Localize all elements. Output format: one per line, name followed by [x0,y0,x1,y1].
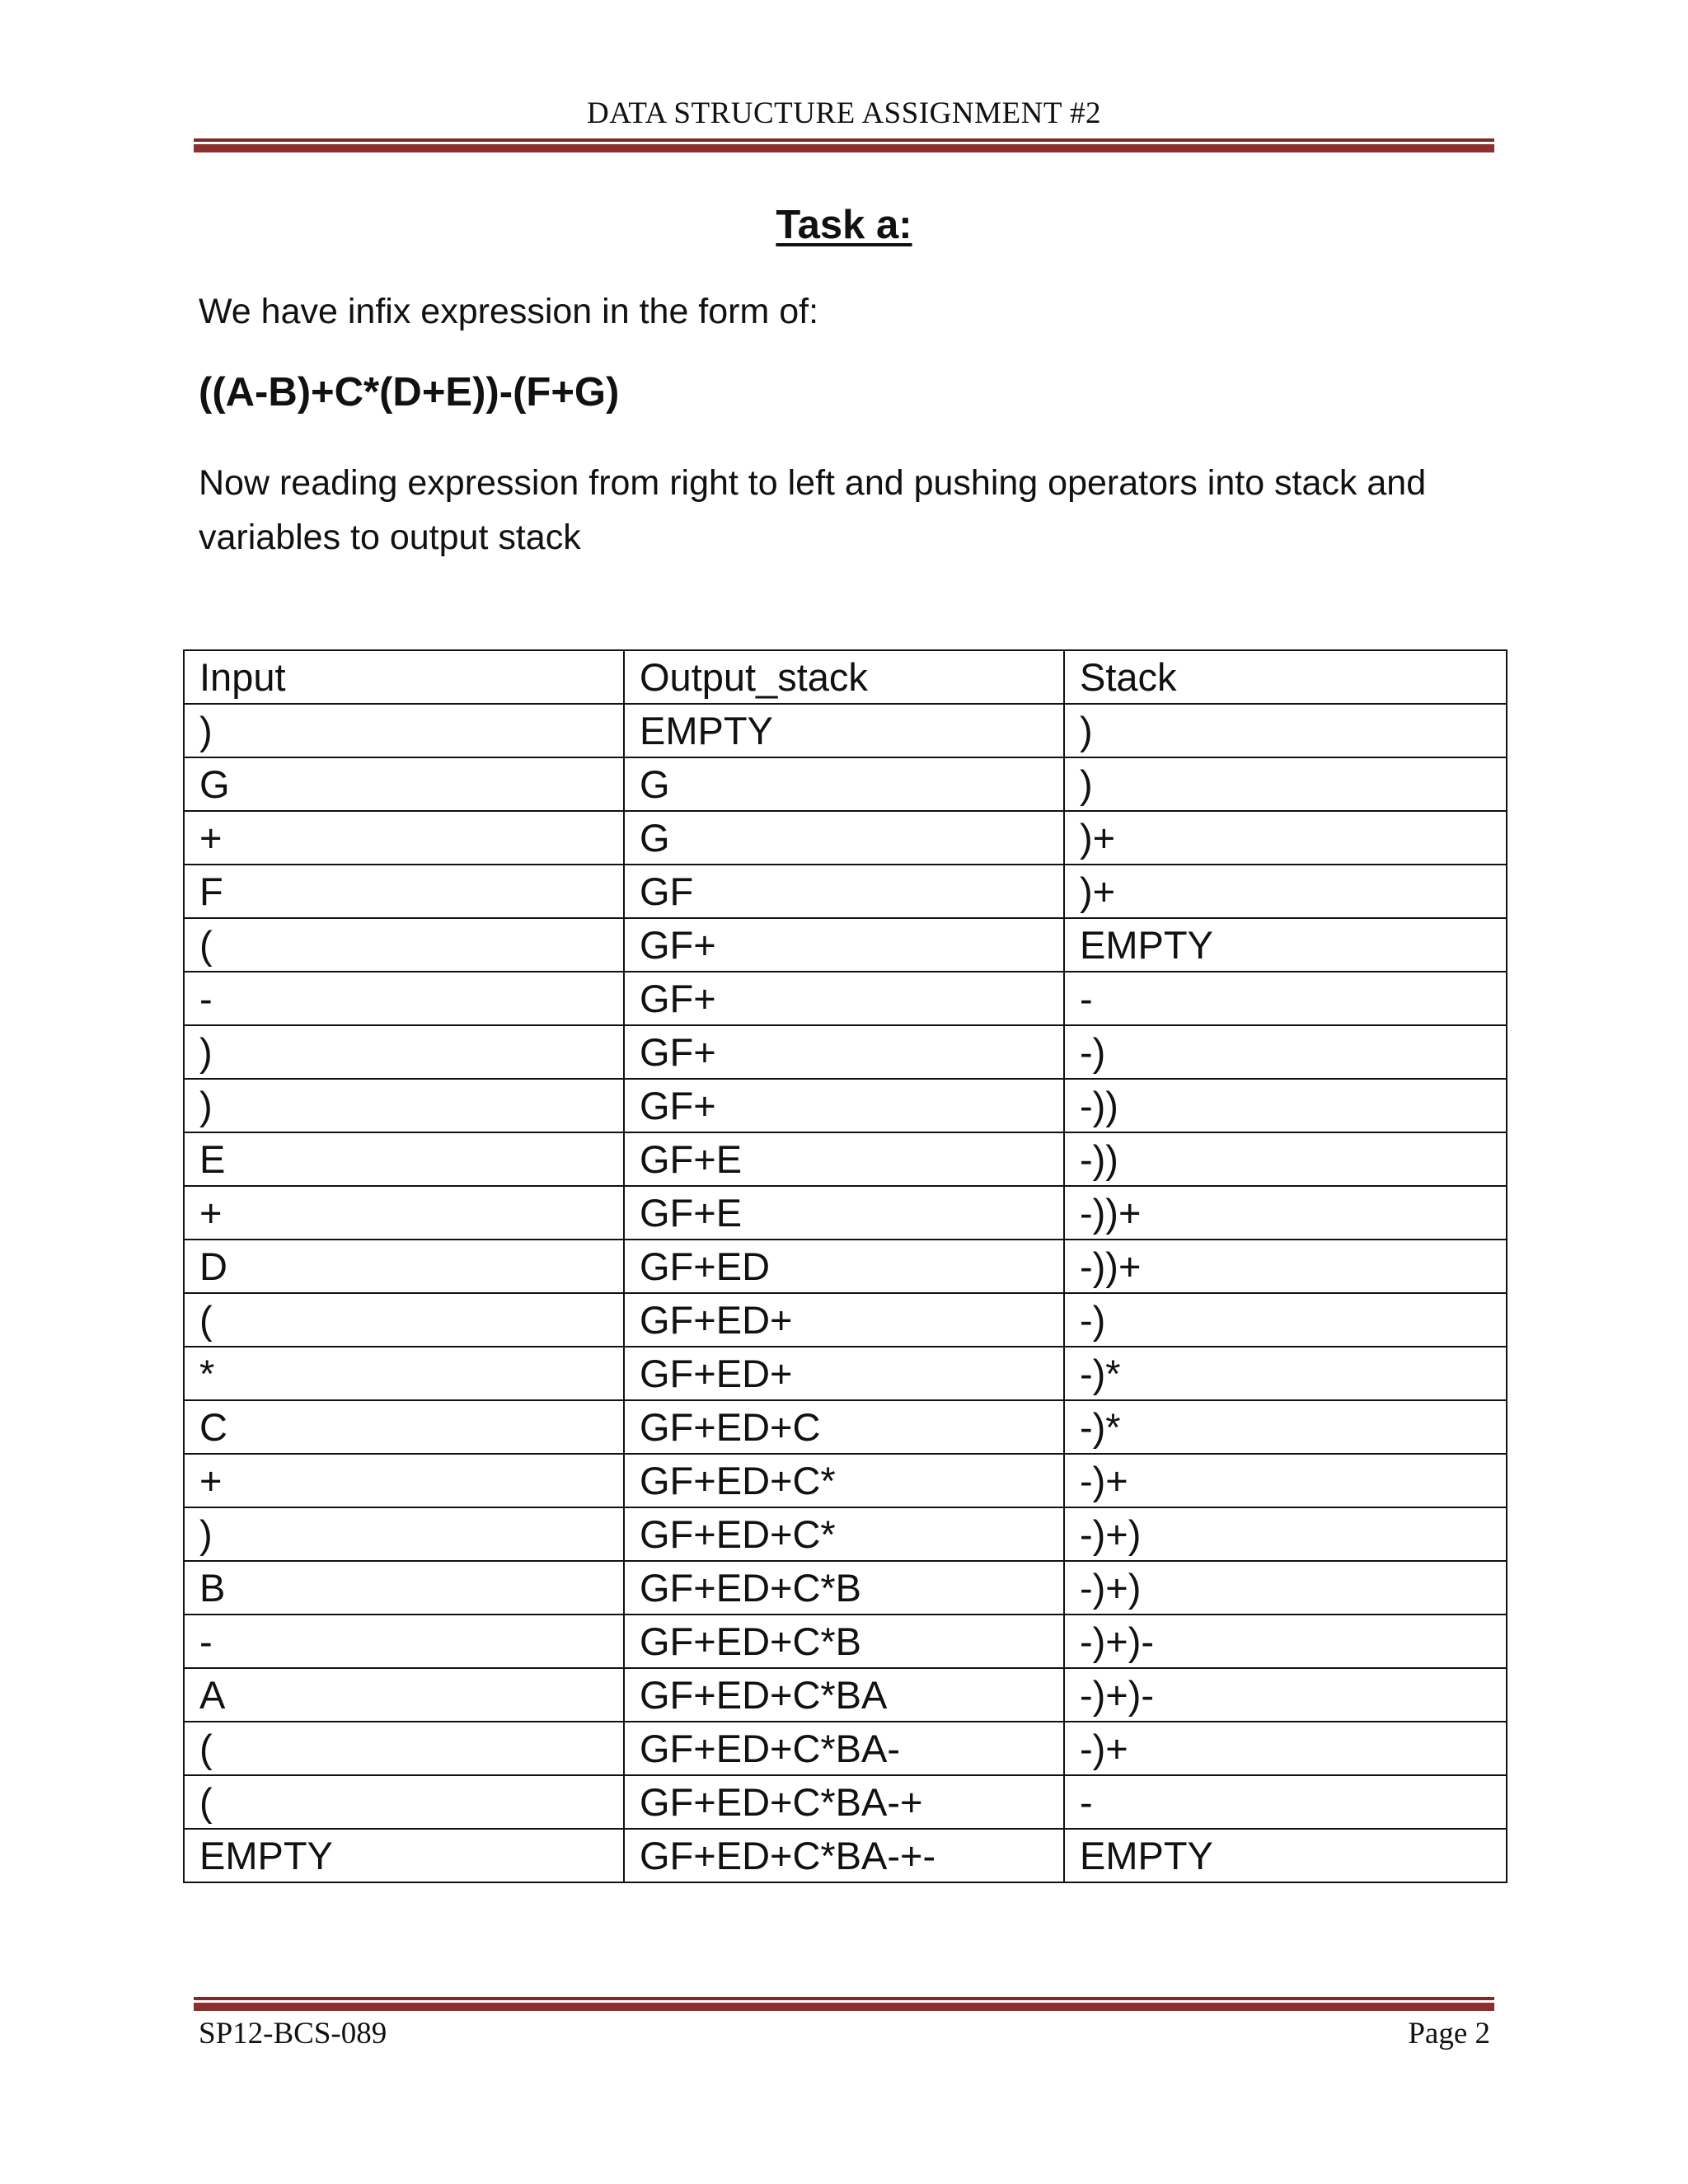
input-cell: - [184,1615,624,1668]
input-cell: D [184,1240,624,1293]
output-stack-cell: GF+ [624,1079,1064,1132]
stack-cell: -)+) [1064,1507,1507,1561]
input-cell: + [184,1454,624,1507]
stack-cell: -)+ [1064,1454,1507,1507]
output-stack-cell: GF+ED+C* [624,1507,1064,1561]
stack-cell: -)+)- [1064,1615,1507,1668]
stack-cell: )+ [1064,865,1507,918]
table-row [184,1668,1507,1722]
table-row [184,1829,1507,1882]
table-row [184,1615,1507,1668]
output-stack-cell: GF+ED+C*BA-+- [624,1829,1064,1882]
input-cell: ( [184,1293,624,1347]
stack-cell: -)) [1064,1132,1507,1186]
input-cell: + [184,811,624,865]
stack-cell: -)+)- [1064,1668,1507,1722]
table-row [184,1132,1507,1186]
input-cell: F [184,865,624,918]
table-body [184,704,1507,1882]
header-divider [194,138,1494,152]
input-cell: ) [184,1507,624,1561]
output-stack-cell: G [624,757,1064,811]
stack-cell: ) [1064,757,1507,811]
description-paragraph: Now reading expression from right to left and pushing operators into stack and variables to output stack [199,463,1427,557]
table-row [184,1775,1507,1829]
column-header-output-stack: Output_stack [624,650,1064,704]
column-header-input: Input [184,650,624,704]
output-stack-cell: GF+E [624,1132,1064,1186]
footer-divider [194,1997,1494,2011]
footer-student-id: SP12-BCS-089 [199,2017,387,2050]
table-row [184,1293,1507,1347]
stack-cell: -)+) [1064,1561,1507,1615]
input-cell: ( [184,1722,624,1775]
input-cell: G [184,757,624,811]
conversion-table [183,649,1507,1883]
table-row [184,972,1507,1025]
footer-divider-thick [194,2003,1494,2011]
output-stack-cell: GF+ED+C*BA-+ [624,1775,1064,1829]
stack-cell: -) [1064,1293,1507,1347]
table-row [184,704,1507,757]
input-cell: C [184,1400,624,1454]
output-stack-cell: GF+ED+C*B [624,1615,1064,1668]
stack-cell: -) [1064,1025,1507,1079]
table-header-row [184,650,1507,704]
table-row [184,1454,1507,1507]
output-stack-cell: GF+ED+ [624,1293,1064,1347]
output-stack-cell: GF+E [624,1186,1064,1240]
input-cell: - [184,972,624,1025]
stack-cell: EMPTY [1064,918,1507,972]
table-row [184,1722,1507,1775]
table-row [184,1400,1507,1454]
input-cell: + [184,1186,624,1240]
infix-expression: ((A-B)+C*(D+E))-(F+G) [199,370,620,415]
input-cell: A [184,1668,624,1722]
output-stack-cell: GF+ [624,918,1064,972]
output-stack-cell: GF+ [624,1025,1064,1079]
output-stack-cell: GF+ED+C*BA [624,1668,1064,1722]
stack-cell: -)* [1064,1400,1507,1454]
table-row [184,811,1507,865]
table-row [184,918,1507,972]
output-stack-cell: GF+ED+C*BA- [624,1722,1064,1775]
table-row [184,1507,1507,1561]
output-stack-cell: GF+ED+C* [624,1454,1064,1507]
stack-cell: ) [1064,704,1507,757]
output-stack-cell: GF+ED+ [624,1347,1064,1400]
footer-page-number: Page 2 [1408,2017,1490,2050]
table-row [184,865,1507,918]
table-row [184,1186,1507,1240]
output-stack-cell: GF [624,865,1064,918]
input-cell: E [184,1132,624,1186]
output-stack-cell: GF+ED+C*B [624,1561,1064,1615]
task-heading: Task a: [776,203,912,247]
page-header-title: DATA STRUCTURE ASSIGNMENT #2 [586,96,1101,130]
table-row [184,1561,1507,1615]
table-row [184,1079,1507,1132]
stack-cell: -))+ [1064,1240,1507,1293]
input-cell: ) [184,1025,624,1079]
input-cell: EMPTY [184,1829,624,1882]
intro-paragraph: We have infix expression in the form of: [199,292,819,331]
input-cell: ( [184,918,624,972]
stack-cell: -)+ [1064,1722,1507,1775]
stack-cell: -)* [1064,1347,1507,1400]
output-stack-cell: G [624,811,1064,865]
input-cell: B [184,1561,624,1615]
column-header-stack: Stack [1064,650,1507,704]
header-divider-thick [194,144,1494,152]
output-stack-cell: EMPTY [624,704,1064,757]
input-cell: * [184,1347,624,1400]
input-cell: ) [184,1079,624,1132]
input-cell: ) [184,704,624,757]
table-row [184,757,1507,811]
stack-cell: - [1064,1775,1507,1829]
stack-cell: )+ [1064,811,1507,865]
stack-cell: - [1064,972,1507,1025]
table-row [184,1240,1507,1293]
output-stack-cell: GF+ED+C [624,1400,1064,1454]
stack-cell: -)) [1064,1079,1507,1132]
table-row [184,1025,1507,1079]
table-row [184,1347,1507,1400]
input-cell: ( [184,1775,624,1829]
stack-cell: EMPTY [1064,1829,1507,1882]
output-stack-cell: GF+ED [624,1240,1064,1293]
output-stack-cell: GF+ [624,972,1064,1025]
stack-cell: -))+ [1064,1186,1507,1240]
